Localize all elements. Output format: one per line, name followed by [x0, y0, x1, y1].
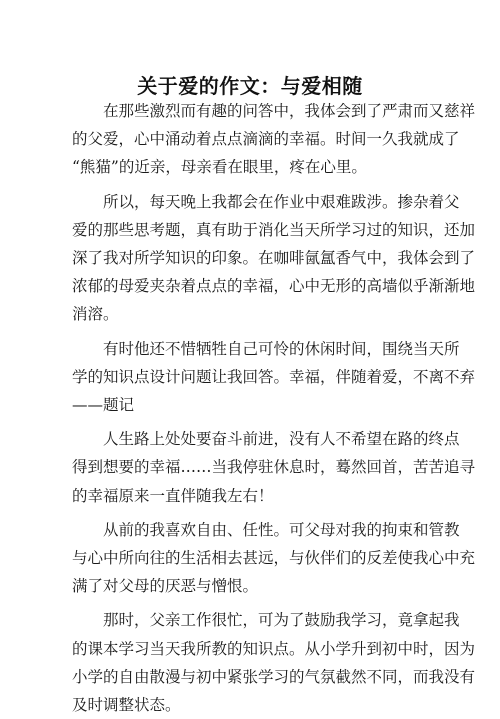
- text-line: 的幸福原来一直伴随我左右！: [72, 486, 274, 505]
- paragraph: [72, 97, 476, 182]
- text-line: 从前的我喜欢自由、任性。可父母对我的拘束和管教: [103, 520, 460, 539]
- text-line: 与心中所向往的生活相去甚远，与伙伴们的反差使我心中充: [72, 549, 476, 568]
- document-title: 关于爱的作文：与爱相随: [137, 74, 363, 98]
- text-line: 那时，父亲工作很忙，可为了鼓励我学习，竟拿起我: [103, 611, 460, 630]
- text-line: 及时调整状态。: [72, 696, 181, 715]
- paragraph: [72, 606, 476, 719]
- paragraph: [72, 188, 476, 329]
- paragraph: [72, 335, 476, 420]
- text-line: 消溶。: [72, 305, 119, 324]
- text-line: 爱的那些思考题，真有助于消化当天所学习过的知识，还加: [72, 220, 476, 239]
- text-line: 人生路上处处要奋斗前进，没有人不希望在路的终点: [103, 430, 460, 449]
- text-line: 满了对父母的厌恶与憎恨。: [72, 577, 259, 596]
- document-body: [72, 97, 476, 719]
- text-line: 有时他还不惜牺牲自己可怜的休闲时间，围绕当天所: [103, 339, 460, 358]
- text-line: 所以，每天晚上我都会在作业中艰难跋涉。掺杂着父: [103, 192, 460, 211]
- paragraph: [72, 516, 476, 601]
- text-line: ——题记: [72, 396, 135, 415]
- text-line: 的父爱，心中涌动着点点滴滴的幸福。时间一久我就成了: [72, 130, 460, 149]
- text-line: 浓郁的母爱夹杂着点点的幸福，心中无形的高墙似乎渐渐地: [72, 277, 476, 296]
- text-line: 小学的自由散漫与初中紧张学习的气氛截然不同，而我没有: [72, 667, 476, 686]
- text-line: 的课本学习当天我所教的知识点。从小学升到初中时，因为: [72, 639, 476, 658]
- text-line: 在那些激烈而有趣的问答中，我体会到了严肃而又慈祥: [103, 102, 476, 120]
- text-line: 学的知识点设计问题让我回答。幸福，伴随着爱，不离不弃: [72, 367, 476, 386]
- text-line: 深了我对所学知识的印象。在咖啡氤氲香气中，我体会到了: [72, 249, 476, 268]
- text-line: 得到想要的幸福……当我停驻休息时，蓦然回首，苦苦追寻: [72, 458, 476, 477]
- text-line: “熊猫”的近亲，母亲看在眼里，疼在心里。: [72, 158, 367, 177]
- paragraph: [72, 425, 476, 510]
